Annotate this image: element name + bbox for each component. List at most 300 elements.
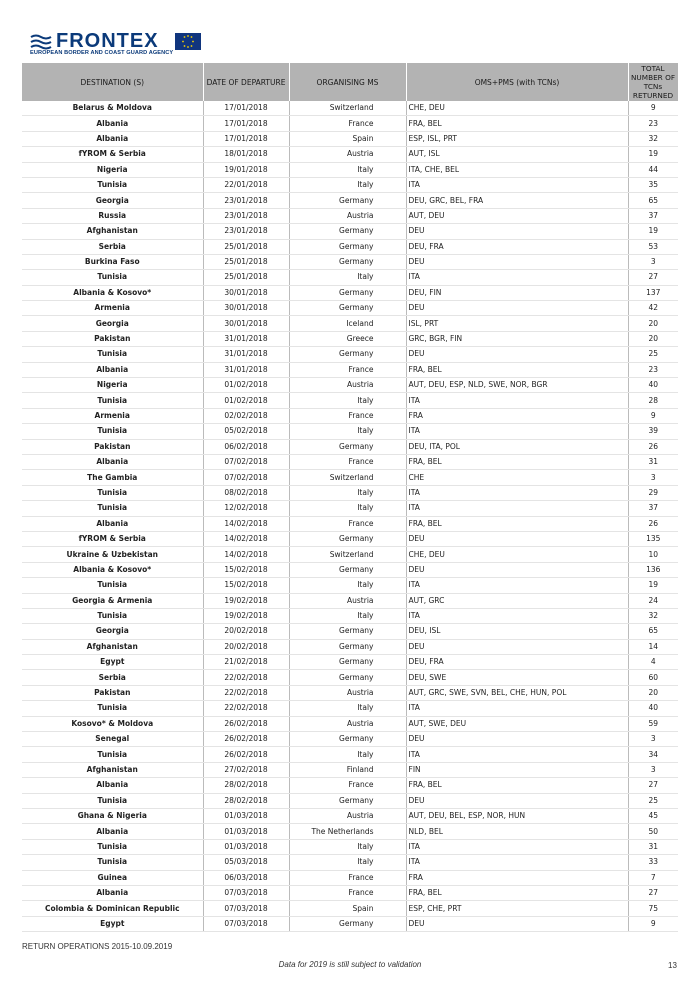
cell-total: 20 (628, 331, 678, 346)
cell-destination: Tunisia (22, 701, 203, 716)
cell-total: 32 (628, 131, 678, 146)
cell-destination: Egypt (22, 655, 203, 670)
cell-destination: Egypt (22, 916, 203, 931)
cell-organising-ms: Germany (289, 224, 406, 239)
cell-organising-ms: France (289, 408, 406, 423)
cell-oms-pms: DEU (406, 732, 628, 747)
table-row (22, 147, 678, 162)
table-row (22, 470, 678, 485)
footer-document-title: RETURN OPERATIONS 2015-10.09.2019 (22, 942, 173, 951)
cell-organising-ms: Germany (289, 732, 406, 747)
cell-date: 17/01/2018 (203, 101, 289, 116)
cell-date: 22/01/2018 (203, 177, 289, 192)
cell-organising-ms: Austria (289, 808, 406, 823)
cell-destination: Tunisia (22, 347, 203, 362)
cell-total: 136 (628, 562, 678, 577)
cell-date: 26/02/2018 (203, 732, 289, 747)
cell-total: 42 (628, 301, 678, 316)
cell-oms-pms: ITA (406, 855, 628, 870)
cell-date: 07/03/2018 (203, 916, 289, 931)
cell-destination: Tunisia (22, 855, 203, 870)
cell-total: 10 (628, 547, 678, 562)
cell-destination: Pakistan (22, 685, 203, 700)
cell-destination: Tunisia (22, 793, 203, 808)
cell-organising-ms: France (289, 885, 406, 900)
table-row (22, 808, 678, 823)
cell-organising-ms: Germany (289, 531, 406, 546)
cell-organising-ms: Greece (289, 331, 406, 346)
cell-date: 01/02/2018 (203, 393, 289, 408)
cell-organising-ms: Austria (289, 685, 406, 700)
table-row (22, 239, 678, 254)
cell-oms-pms: CHE (406, 470, 628, 485)
cell-date: 23/01/2018 (203, 193, 289, 208)
cell-total: 33 (628, 855, 678, 870)
cell-total: 59 (628, 716, 678, 731)
table-row (22, 885, 678, 900)
table-row (22, 131, 678, 146)
table-row (22, 685, 678, 700)
cell-total: 53 (628, 239, 678, 254)
cell-destination: Albania (22, 824, 203, 839)
cell-total: 37 (628, 501, 678, 516)
cell-date: 07/02/2018 (203, 470, 289, 485)
table-row (22, 270, 678, 285)
cell-oms-pms: FIN (406, 762, 628, 777)
cell-total: 65 (628, 624, 678, 639)
cell-total: 9 (628, 408, 678, 423)
cell-total: 75 (628, 901, 678, 916)
cell-date: 31/01/2018 (203, 331, 289, 346)
cell-oms-pms: ITA (406, 701, 628, 716)
cell-destination: Colombia & Dominican Republic (22, 901, 203, 916)
cell-oms-pms: AUT, DEU (406, 208, 628, 223)
cell-organising-ms: Spain (289, 901, 406, 916)
cell-destination: Albania (22, 362, 203, 377)
cell-oms-pms: DEU, ITA, POL (406, 439, 628, 454)
cell-oms-pms: GRC, BGR, FIN (406, 331, 628, 346)
cell-destination: Pakistan (22, 331, 203, 346)
cell-date: 28/02/2018 (203, 778, 289, 793)
logo-subtitle: EUROPEAN BORDER AND COAST GUARD AGENCY (30, 50, 174, 56)
cell-oms-pms: ESP, CHE, PRT (406, 901, 628, 916)
cell-destination: Tunisia (22, 839, 203, 854)
cell-destination: Georgia (22, 624, 203, 639)
cell-destination: Armenia (22, 408, 203, 423)
cell-oms-pms: ITA (406, 177, 628, 192)
cell-organising-ms: Austria (289, 378, 406, 393)
table-row (22, 901, 678, 916)
cell-total: 137 (628, 285, 678, 300)
cell-destination: Tunisia (22, 578, 203, 593)
cell-total: 4 (628, 655, 678, 670)
eu-flag-icon (175, 33, 201, 50)
cell-organising-ms: France (289, 454, 406, 469)
cell-oms-pms: FRA, BEL (406, 778, 628, 793)
cell-organising-ms: Austria (289, 208, 406, 223)
cell-destination: Tunisia (22, 608, 203, 623)
cell-oms-pms: AUT, DEU, BEL, ESP, NOR, HUN (406, 808, 628, 823)
cell-organising-ms: Italy (289, 270, 406, 285)
cell-organising-ms: The Netherlands (289, 824, 406, 839)
table-row (22, 762, 678, 777)
cell-total: 35 (628, 177, 678, 192)
table-row (22, 224, 678, 239)
cell-date: 26/02/2018 (203, 716, 289, 731)
cell-date: 15/02/2018 (203, 562, 289, 577)
table-row (22, 424, 678, 439)
cell-organising-ms: Italy (289, 177, 406, 192)
cell-destination: Armenia (22, 301, 203, 316)
cell-total: 19 (628, 578, 678, 593)
cell-date: 05/03/2018 (203, 855, 289, 870)
cell-total: 27 (628, 885, 678, 900)
cell-destination: The Gambia (22, 470, 203, 485)
cell-organising-ms: Italy (289, 839, 406, 854)
cell-organising-ms: Germany (289, 670, 406, 685)
cell-organising-ms: Germany (289, 301, 406, 316)
cell-date: 15/02/2018 (203, 578, 289, 593)
cell-organising-ms: Italy (289, 608, 406, 623)
cell-total: 3 (628, 470, 678, 485)
table-row (22, 101, 678, 116)
cell-total: 31 (628, 839, 678, 854)
cell-total: 50 (628, 824, 678, 839)
cell-organising-ms: Germany (289, 439, 406, 454)
cell-destination: fYROM & Serbia (22, 147, 203, 162)
cell-total: 29 (628, 485, 678, 500)
cell-organising-ms: Germany (289, 639, 406, 654)
cell-oms-pms: AUT, ISL (406, 147, 628, 162)
cell-oms-pms: FRA (406, 870, 628, 885)
cell-destination: Albania & Kosovo* (22, 285, 203, 300)
cell-organising-ms: Germany (289, 347, 406, 362)
cell-oms-pms: AUT, GRC, SWE, SVN, BEL, CHE, HUN, POL (406, 685, 628, 700)
cell-date: 30/01/2018 (203, 285, 289, 300)
table-row (22, 747, 678, 762)
cell-date: 22/02/2018 (203, 685, 289, 700)
cell-date: 12/02/2018 (203, 501, 289, 516)
cell-destination: Tunisia (22, 501, 203, 516)
cell-date: 31/01/2018 (203, 362, 289, 377)
cell-date: 22/02/2018 (203, 701, 289, 716)
cell-organising-ms: Italy (289, 701, 406, 716)
cell-date: 25/01/2018 (203, 270, 289, 285)
cell-oms-pms: CHE, DEU (406, 547, 628, 562)
table-row (22, 516, 678, 531)
cell-date: 20/02/2018 (203, 639, 289, 654)
cell-date: 05/02/2018 (203, 424, 289, 439)
table-row (22, 362, 678, 377)
cell-oms-pms: FRA (406, 408, 628, 423)
table-row (22, 655, 678, 670)
cell-destination: Kosovo* & Moldova (22, 716, 203, 731)
cell-date: 25/01/2018 (203, 239, 289, 254)
cell-oms-pms: DEU, FRA (406, 655, 628, 670)
table-row (22, 485, 678, 500)
cell-oms-pms: DEU (406, 916, 628, 931)
cell-destination: Tunisia (22, 177, 203, 192)
table-row (22, 578, 678, 593)
cell-date: 17/01/2018 (203, 116, 289, 131)
cell-oms-pms: ITA (406, 578, 628, 593)
cell-total: 7 (628, 870, 678, 885)
cell-oms-pms: FRA, BEL (406, 516, 628, 531)
cell-oms-pms: CHE, DEU (406, 101, 628, 116)
cell-total: 135 (628, 531, 678, 546)
cell-oms-pms: AUT, DEU, ESP, NLD, SWE, NOR, BGR (406, 378, 628, 393)
table-row (22, 639, 678, 654)
cell-total: 3 (628, 762, 678, 777)
page-number: 13 (668, 961, 677, 970)
cell-oms-pms: DEU, FRA (406, 239, 628, 254)
cell-organising-ms: Germany (289, 793, 406, 808)
cell-organising-ms: Austria (289, 593, 406, 608)
cell-total: 65 (628, 193, 678, 208)
header-organising-ms: ORGANISING MS (289, 63, 406, 101)
cell-oms-pms: ITA (406, 393, 628, 408)
cell-total: 26 (628, 439, 678, 454)
cell-date: 14/02/2018 (203, 516, 289, 531)
table-row (22, 670, 678, 685)
cell-oms-pms: ITA (406, 485, 628, 500)
table-row (22, 624, 678, 639)
cell-destination: Afghanistan (22, 639, 203, 654)
cell-destination: Senegal (22, 732, 203, 747)
cell-date: 19/01/2018 (203, 162, 289, 177)
cell-oms-pms: ITA (406, 747, 628, 762)
cell-organising-ms: Finland (289, 762, 406, 777)
table-row (22, 839, 678, 854)
cell-total: 20 (628, 685, 678, 700)
cell-destination: Pakistan (22, 439, 203, 454)
cell-oms-pms: DEU (406, 793, 628, 808)
table-row (22, 254, 678, 269)
cell-total: 9 (628, 916, 678, 931)
cell-total: 23 (628, 362, 678, 377)
table-row (22, 916, 678, 931)
cell-organising-ms: Switzerland (289, 101, 406, 116)
cell-total: 60 (628, 670, 678, 685)
cell-organising-ms: Germany (289, 193, 406, 208)
cell-total: 27 (628, 778, 678, 793)
cell-oms-pms: AUT, GRC (406, 593, 628, 608)
cell-destination: Burkina Faso (22, 254, 203, 269)
table-row (22, 716, 678, 731)
cell-date: 19/02/2018 (203, 593, 289, 608)
table-row (22, 701, 678, 716)
cell-total: 24 (628, 593, 678, 608)
cell-organising-ms: Spain (289, 131, 406, 146)
table-row (22, 439, 678, 454)
cell-total: 3 (628, 254, 678, 269)
cell-oms-pms: DEU (406, 347, 628, 362)
cell-total: 23 (628, 116, 678, 131)
cell-organising-ms: Italy (289, 485, 406, 500)
cell-total: 25 (628, 793, 678, 808)
cell-destination: Albania (22, 454, 203, 469)
cell-destination: Albania (22, 116, 203, 131)
cell-destination: Serbia (22, 239, 203, 254)
table-row (22, 870, 678, 885)
cell-total: 40 (628, 378, 678, 393)
cell-total: 39 (628, 424, 678, 439)
frontex-emblem-icon (30, 34, 52, 50)
table-row (22, 531, 678, 546)
cell-total: 34 (628, 747, 678, 762)
cell-date: 01/02/2018 (203, 378, 289, 393)
cell-date: 06/02/2018 (203, 439, 289, 454)
cell-oms-pms: ISL, PRT (406, 316, 628, 331)
cell-oms-pms: DEU, ISL (406, 624, 628, 639)
cell-organising-ms: Austria (289, 716, 406, 731)
table-row (22, 562, 678, 577)
header-total-tcns: TOTAL NUMBER OF TCNs RETURNED (628, 63, 678, 101)
table-row (22, 855, 678, 870)
cell-destination: Afghanistan (22, 762, 203, 777)
cell-date: 01/03/2018 (203, 824, 289, 839)
header-destination: DESTINATION (S) (22, 63, 203, 101)
cell-organising-ms: Germany (289, 239, 406, 254)
cell-organising-ms: Germany (289, 562, 406, 577)
cell-oms-pms: AUT, SWE, DEU (406, 716, 628, 731)
cell-destination: Afghanistan (22, 224, 203, 239)
cell-oms-pms: DEU (406, 224, 628, 239)
cell-date: 25/01/2018 (203, 254, 289, 269)
cell-total: 32 (628, 608, 678, 623)
cell-destination: Georgia (22, 316, 203, 331)
table-row (22, 732, 678, 747)
cell-total: 9 (628, 101, 678, 116)
cell-date: 06/03/2018 (203, 870, 289, 885)
cell-date: 23/01/2018 (203, 208, 289, 223)
header-date-of-departure: DATE OF DEPARTURE (203, 63, 289, 101)
cell-date: 28/02/2018 (203, 793, 289, 808)
cell-organising-ms: Italy (289, 578, 406, 593)
table-row (22, 116, 678, 131)
table-row (22, 824, 678, 839)
cell-date: 17/01/2018 (203, 131, 289, 146)
cell-oms-pms: ITA (406, 501, 628, 516)
logo-wordmark: FRONTEX (56, 30, 159, 52)
table-row (22, 285, 678, 300)
cell-destination: Tunisia (22, 393, 203, 408)
cell-total: 3 (628, 732, 678, 747)
cell-destination: Tunisia (22, 485, 203, 500)
cell-total: 26 (628, 516, 678, 531)
cell-date: 14/02/2018 (203, 547, 289, 562)
cell-total: 45 (628, 808, 678, 823)
cell-oms-pms: NLD, BEL (406, 824, 628, 839)
cell-destination: Serbia (22, 670, 203, 685)
cell-organising-ms: Italy (289, 424, 406, 439)
table-row (22, 301, 678, 316)
cell-date: 30/01/2018 (203, 301, 289, 316)
cell-organising-ms: Austria (289, 147, 406, 162)
cell-destination: Tunisia (22, 270, 203, 285)
cell-organising-ms: Germany (289, 655, 406, 670)
cell-oms-pms: DEU (406, 531, 628, 546)
cell-date: 31/01/2018 (203, 347, 289, 362)
cell-total: 44 (628, 162, 678, 177)
return-operations-table (22, 63, 679, 932)
cell-oms-pms: ITA (406, 424, 628, 439)
cell-organising-ms: Italy (289, 855, 406, 870)
cell-oms-pms: FRA, BEL (406, 885, 628, 900)
cell-date: 07/02/2018 (203, 454, 289, 469)
table-row (22, 193, 678, 208)
cell-organising-ms: Germany (289, 285, 406, 300)
table-row (22, 608, 678, 623)
cell-oms-pms: ESP, ISL, PRT (406, 131, 628, 146)
cell-oms-pms: DEU (406, 639, 628, 654)
cell-date: 20/02/2018 (203, 624, 289, 639)
cell-date: 22/02/2018 (203, 670, 289, 685)
table-row (22, 331, 678, 346)
cell-date: 23/01/2018 (203, 224, 289, 239)
cell-oms-pms: FRA, BEL (406, 454, 628, 469)
cell-destination: Albania (22, 516, 203, 531)
cell-oms-pms: DEU (406, 254, 628, 269)
cell-destination: Nigeria (22, 162, 203, 177)
cell-organising-ms: Switzerland (289, 470, 406, 485)
footer-validation-note: Data for 2019 is still subject to validation (278, 960, 422, 969)
table-header-row (22, 63, 678, 101)
cell-oms-pms: ITA (406, 839, 628, 854)
cell-organising-ms: Germany (289, 624, 406, 639)
table-row (22, 501, 678, 516)
cell-date: 26/02/2018 (203, 747, 289, 762)
cell-destination: Guinea (22, 870, 203, 885)
cell-total: 25 (628, 347, 678, 362)
cell-destination: Nigeria (22, 378, 203, 393)
cell-destination: Ghana & Nigeria (22, 808, 203, 823)
cell-destination: Russia (22, 208, 203, 223)
cell-organising-ms: Italy (289, 162, 406, 177)
cell-date: 14/02/2018 (203, 531, 289, 546)
cell-date: 08/02/2018 (203, 485, 289, 500)
table-row (22, 393, 678, 408)
cell-destination: Tunisia (22, 424, 203, 439)
cell-oms-pms: FRA, BEL (406, 116, 628, 131)
cell-date: 02/02/2018 (203, 408, 289, 423)
cell-organising-ms: Germany (289, 916, 406, 931)
table-row (22, 177, 678, 192)
cell-date: 07/03/2018 (203, 885, 289, 900)
cell-destination: Ukraine & Uzbekistan (22, 547, 203, 562)
table-row (22, 778, 678, 793)
cell-date: 27/02/2018 (203, 762, 289, 777)
cell-total: 37 (628, 208, 678, 223)
cell-destination: Albania (22, 131, 203, 146)
cell-total: 19 (628, 147, 678, 162)
cell-destination: Belarus & Moldova (22, 101, 203, 116)
cell-destination: Albania (22, 885, 203, 900)
cell-organising-ms: France (289, 116, 406, 131)
cell-oms-pms: DEU (406, 562, 628, 577)
cell-destination: Georgia (22, 193, 203, 208)
cell-organising-ms: Italy (289, 747, 406, 762)
cell-oms-pms: DEU, GRC, BEL, FRA (406, 193, 628, 208)
cell-date: 18/01/2018 (203, 147, 289, 162)
cell-destination: fYROM & Serbia (22, 531, 203, 546)
cell-organising-ms: France (289, 870, 406, 885)
cell-organising-ms: Switzerland (289, 547, 406, 562)
cell-total: 27 (628, 270, 678, 285)
cell-organising-ms: France (289, 778, 406, 793)
table-row (22, 454, 678, 469)
cell-organising-ms: France (289, 516, 406, 531)
